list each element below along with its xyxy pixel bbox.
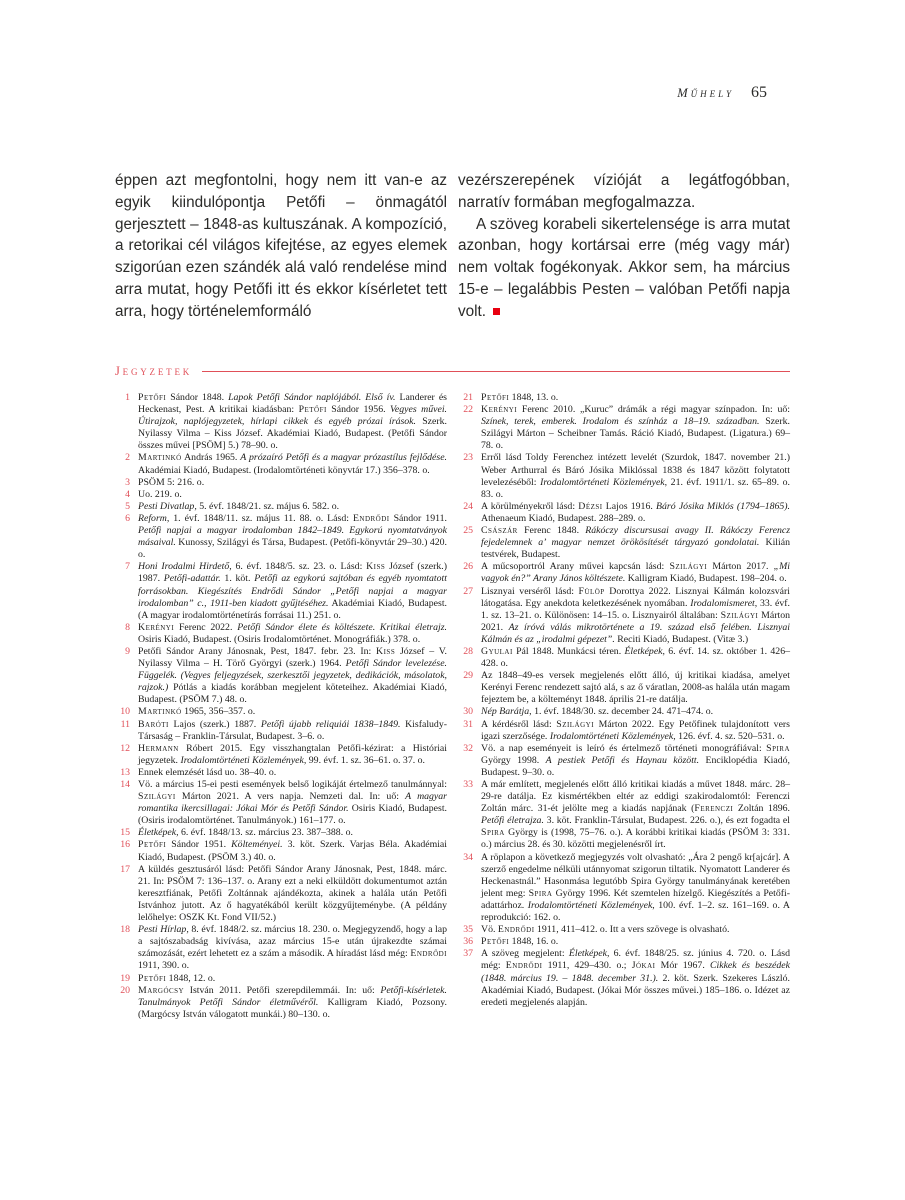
note-text: Nép Barátja, 1. évf. 1848/30. sz. december 24. 471–474. o.: [481, 706, 714, 718]
notes-columns: [115, 392, 790, 1021]
note-number: 10: [120, 706, 130, 718]
notes-heading: Jegyzetek: [115, 364, 193, 378]
note-text: Pesti Divatlap, 5. évf. 1848/21. sz. május 6. 582. o.: [138, 500, 340, 512]
note-item: [458, 936, 790, 948]
article-body: [115, 170, 790, 323]
note-number: 8: [125, 621, 130, 633]
note-number: 14: [120, 779, 130, 790]
note-number: 29: [463, 670, 473, 682]
note-text: Vö. a március 15-ei pesti események belső logikáját értelmező tanulmánnyal: Szilágyi Márton 2021. A vers napja. Nemzeti dal. In: uő: A magyar romantika ikercsillagai: Jókai Mór és Petőfi Sándor. Osiris Kiadó, Budapest. (Osiris irodalomtörténet. Tanulmányok.) 161–177. o.: [138, 779, 447, 827]
note-number: 7: [125, 561, 130, 573]
note-item: [458, 948, 790, 1008]
note-number: 1: [125, 392, 130, 403]
note-text: A körülményekről lásd: Dézsi Lajos 1916. Báró Jósika Miklós (1794–1865). Athenaeum Kiadó, Budapest. 288–289. o.: [481, 500, 790, 524]
note-number: 2: [125, 452, 130, 464]
note-item: [115, 743, 447, 767]
note-number: 22: [463, 404, 473, 416]
note-text: Pesti Hírlap, 8. évf. 1848/2. sz. március 18. 230. o. Megjegyzendő, hogy a lap a sajtószabadság kivívása, azaz március 15-e után újrakezdte számai számozását, ezért lehetett ez a szám a második. A híradást lásd még: Endrődi 1911, 390. o.: [138, 924, 447, 972]
note-text: Baróti Lajos (szerk.) 1887. Petőfi újabb reliquiái 1838–1849. Kisfaludy-Társaság – Franklin-Társulat, Budapest. 3–6. o.: [138, 718, 447, 742]
note-text: A szöveg megjelent: Életképek, 6. évf. 1848/25. sz. június 4. 720. o. Lásd még: Endrődi 1911, 429–430. o.; Jókai Mór 1967. Cikkek és beszédek (1848. március 19. – 1848. december 31.). 2. köt. Szerk. Szekeres László. Akadémiai Kiadó, Budapest. (Jókai Mór összes művei.) 185–186. o. Idézet az eredeti megjelenés alapján.: [481, 948, 790, 1008]
note-item: [115, 501, 447, 513]
note-text: Petőfi Sándor 1848. Lapok Petőfi Sándor naplójából. Első ív. Landerer és Heckenast, Pest. A kritikai kiadásban: Petőfi Sándor 1956. Vegyes művei. Útirajzok, naplójegyzetek, hírlapi cikkek és egyéb prózai írások. Szerk. Nyilassy Vilma – Kiss József. Akadémiai Kiadó, Budapest. (Petőfi Sándor összes művei [PSÖM] 5.) 78–90. o.: [138, 392, 447, 452]
note-number: 19: [120, 972, 130, 984]
note-text: Uo. 219. o.: [138, 488, 182, 500]
note-number: 24: [463, 500, 473, 512]
note-item: [458, 392, 790, 404]
page-number: 65: [751, 84, 767, 101]
note-item: [458, 706, 790, 718]
note-number: 3: [125, 476, 130, 488]
section-label: Műhely: [677, 86, 734, 100]
note-number: 35: [463, 924, 473, 936]
note-number: 31: [463, 718, 473, 730]
note-number: 6: [125, 512, 130, 524]
note-text: Hermann Róbert 2015. Egy visszhangtalan Petőfi-kézirat: a Históriai jegyzetek. Irodalomtörténeti Közlemények, 99. évf. 1. sz. 36–61. o. 37. o.: [138, 742, 447, 766]
note-item: [458, 719, 790, 743]
note-item: [458, 646, 790, 670]
article-column-left: [115, 170, 447, 323]
note-item: [115, 646, 447, 706]
article-column-right: [458, 170, 790, 323]
note-number: 9: [125, 645, 130, 657]
note-item: [458, 561, 790, 585]
note-number: 23: [463, 452, 473, 464]
note-item: [458, 670, 790, 706]
note-text: Petőfi Sándor 1951. Költeményei. 3. köt. Szerk. Varjas Béla. Akadémiai Kiadó, Budapest. (PSÖM 3.) 40. o.: [138, 839, 447, 863]
note-item: [458, 743, 790, 779]
note-item: [115, 622, 447, 646]
body-paragraph: A szöveg korabeli sikertelensége is arra mutat azonban, hogy kortársai erre (még vagy már) nem voltak fogékonyak. Akkor sem, ha március 15-e – legalábbis Pesten – valóban Petőfi napja volt.: [458, 215, 790, 320]
note-item: [115, 513, 447, 561]
note-number: 17: [120, 863, 130, 875]
note-text: PSÖM 5: 216. o.: [138, 476, 205, 488]
note-text: Margócsy István 2011. Petőfi szerepdilemmái. In: uő: Petőfi-kísérletek. Tanulmányok Petőfi Sándor életművéről. Kalligram Kiadó, Pozsony. (Margócsy István válogatott munkái.) 80–130. o.: [138, 984, 447, 1020]
note-number: 32: [463, 742, 473, 754]
note-number: 13: [120, 766, 130, 778]
note-number: 11: [120, 718, 130, 730]
note-text: Kerényi Ferenc 2022. Petőfi Sándor élete és költészete. Kritikai életrajz. Osiris Kiadó, Budapest. (Osiris Irodalomtörténet. Monográfiák.) 378. o.: [138, 621, 447, 645]
note-text: Reform, 1. évf. 1848/11. sz. május 11. 88. o. Lásd: Endrődi Sándor 1911. Petőfi napjai a magyar irodalomban 1842–1849. Egykorú nyomtatványok másaival. Kunossy, Szilágyi és Társa, Budapest. (Petőfi-könyvtár 29–30.) 420. o.: [138, 512, 447, 561]
note-number: 4: [125, 488, 130, 500]
note-text: Vö. Endrődi 1911, 411–412. o. Itt a vers szövege is olvasható.: [481, 924, 730, 936]
notes-column-left: [115, 392, 447, 1021]
note-item: [458, 404, 790, 452]
note-text: Petőfi 1848, 13. o.: [481, 392, 559, 403]
note-number: 20: [120, 984, 130, 996]
note-number: 36: [463, 936, 473, 948]
note-item: [115, 827, 447, 839]
note-text: Az 1848–49-es versek megjelenés előtt álló, új kritikai kiadása, amelyet Kerényi Ferenc rendezett sajtó alá, s az ő váratlan, 2008-as halála után magam fejeztem be, a költeményt 1848. április 21-re datálja.: [481, 670, 790, 706]
running-header: [677, 84, 767, 102]
note-number: 18: [120, 924, 130, 936]
note-text: A küldés gesztusáról lásd: Petőfi Sándor Arany Jánosnak, Pest, 1848. márc. 21. In: PSÖM 7: 136–137. o. Arany ezt a neki elküldött dokumentumot aztán keresztfiának, Petőfi Zoltánnak ajándékozta, akinek a halála után Petőfi Istvánhoz jutott. Az ő hagyatékából került közgyűjteménybe. (A példány lelőhelye: OSZK Kt. Fond VII/52.): [138, 863, 447, 924]
note-text: Lisznyai verséről lásd: Fülöp Dorottya 2022. Lisznyai Kálmán kolozsvári látogatása. Egy anekdota keletkezésének nyomában. Irodalomismeret, 33. évf. 1. sz. 13–21. o. Különösen: 14–15. o. Lisznyairól általában: Szilágyi Márton 2021. Az íróvá válás mikrotörténete a 19. század első felében. Lisznyai Kálmán és az „irodalmi gépezet”. Reciti Kiadó, Budapest. (Vitæ 3.): [481, 585, 791, 645]
note-item: [115, 706, 447, 718]
note-item: [115, 864, 447, 924]
note-item: [115, 985, 447, 1021]
note-item: [115, 973, 447, 985]
body-paragraph: vezérszerepének vízióját a legátfogóbban, narratív formában megfogalmazza.: [458, 172, 790, 211]
note-text: Honi Irodalmi Hirdető, 6. évf. 1848/5. sz. 23. o. Lásd: Kiss József (szerk.) 1987. Petőfi-adattár. 1. köt. Petőfi az egykorú sajtóban és egyéb nyomtatott forrásokban. Kiegészítés Endrődi Sándor „Petőfi napjai a magyar irodalomban” c., 1911-ben kiadott gyűjtéséhez. Akadémiai Kiadó, Budapest. (A magyar irodalomtörténetírás forrásai 11.) 251. o.: [138, 561, 448, 621]
note-text: Petőfi 1848, 12. o.: [138, 972, 216, 984]
note-item: [458, 779, 790, 852]
note-number: 30: [463, 706, 473, 718]
note-item: [115, 719, 447, 743]
note-number: 15: [120, 827, 130, 839]
note-number: 5: [125, 500, 130, 512]
note-number: 26: [463, 561, 473, 573]
note-text: Kerényi Ferenc 2010. „Kuruc” drámák a régi magyar színpadon. In: uő: Színek, terek, emberek. Irodalom és színház a 18–19. században. Szerk. Szilágyi Márton – Scheibner Tamás. Ráció Kiadó, Budapest. (Ligatura.) 69–78. o.: [481, 404, 790, 452]
note-number: 27: [463, 585, 473, 597]
note-text: Erről lásd Toldy Ferenchez intézett levelét (Szurdok, 1847. november 21.) Weber Arthurral és Báró Jósika Miklóssal 1838 és 1847 között folytatott levelezéséből: Irodalomtörténeti Közlemények, 21. évf. 1911/1. sz. 65–89. o. 83. o.: [481, 452, 790, 500]
note-text: Császár Ferenc 1848. Rákóczy discursusai avagy II. Rákóczy Ferencz fejedelemnek a’ magyar nemzet örökösítését tárgyazó gondolatai. Kilián testvérek, Budapest.: [481, 525, 791, 561]
notes-section: [115, 364, 790, 1021]
note-number: 28: [463, 645, 473, 657]
note-item: [115, 767, 447, 779]
note-item: [115, 477, 447, 489]
note-item: [115, 392, 447, 452]
note-text: Martinkó András 1965. A prózaíró Petőfi és a magyar prózastílus fejlődése. Akadémiai Kiadó, Budapest. (Irodalomtörténeti könyvtár 17.) 356–378. o.: [138, 452, 447, 476]
note-item: [458, 852, 790, 925]
note-number: 37: [463, 948, 473, 960]
note-item: [115, 489, 447, 501]
note-number: 33: [463, 779, 473, 790]
note-text: Martinkó 1965, 356–357. o.: [138, 706, 256, 718]
body-paragraph: éppen azt megfontolni, hogy nem itt van-e az egyik kiindulópontja Petőfi – önmagától gerjesztett – 1848-as kultuszának. A kompozíció, a retorikai cél világos kifejtése, az egyes elemek szigorúan ezen szándék alá való rendelése mind arra mutat, hogy Petőfi itt és ekkor kísérletet tett arra, hogy történelemformáló: [115, 172, 447, 320]
note-item: [458, 525, 790, 561]
notes-rule: [202, 371, 790, 372]
note-item: [115, 561, 447, 621]
note-text: Petőfi 1848, 16. o.: [481, 936, 559, 948]
notes-column-right: [458, 392, 790, 1021]
note-item: [458, 924, 790, 936]
note-text: Életképek, 6. évf. 1848/13. sz. március 23. 387–388. o.: [138, 827, 353, 839]
note-text: Vö. a nap eseményeit is leíró és értelmező történeti monográfiával: Spira György 1998. A pestiek Petőfi és Haynau között. Enciklopédia Kiadó, Budapest. 9–30. o.: [481, 742, 791, 778]
note-text: A röplapon a következő megjegyzés volt olvasható: „Ára 2 pengő kr[ajcár]. A szerző engedelme nélküli utánnyomat szigorun tiltatik. Nyomatott Landerer és Heckenastnál.” Hasonmása legutóbb Spira György tanulmányának keretében jelent meg: Spira György 1996. Két szemtelen hízelgő. Kiegészítés a Petőfi-adattárhoz. Irodalomtörténeti Közlemények, 100. évf. 1–2. sz. 161–169. o. A reprodukció: 162. o.: [481, 851, 790, 924]
note-item: [115, 924, 447, 972]
note-text: Petőfi Sándor Arany Jánosnak, Pest, 1847. febr. 23. In: Kiss József – V. Nyilassy Vilma – H. Törő Györgyi (szerk.) 1964. Petőfi Sándor levelezése. Függelék. (Vegyes feljegyzések, szerkesztői jegyzetek, dedikációk, másolatok, rajzok.) Pótlás a kiadás korábban megjelent köteteihez. Akadémiai Kiadó, Budapest. (PSÖM 7.) 48. o.: [138, 645, 447, 706]
note-text: Gyulai Pál 1848. Munkácsi téren. Életképek, 6. évf. 14. sz. október 1. 426–428. o.: [481, 645, 790, 670]
note-item: [458, 586, 790, 646]
note-item: [115, 779, 447, 827]
note-text: A műcsoportról Arany művei kapcsán lásd: Szilágyi Márton 2017. „Mi vagyok én?” Arany János költészete. Kalligram Kiadó, Budapest. 198–204. o.: [481, 561, 790, 585]
note-item: [458, 501, 790, 525]
note-number: 21: [463, 392, 473, 403]
note-number: 12: [120, 742, 130, 754]
note-number: 34: [463, 851, 473, 863]
note-item: [115, 452, 447, 476]
note-text: A már említett, megjelenés előtt álló kritikai kiadás a művet 1848. márc. 28–29-re datálja. Ez kismértékben eltér az eddigi szakirodalomtól: Ferenczi Zoltán márc. 31-ét jelölte meg a kiadás napjának (Ferenczi Zoltán 1896. Petőfi életrajza. 3. köt. Franklin-Társulat, Budapest. 226. o.), és ezt fogadta el Spira György is (1998, 75–76. o.). A korábbi kritikai kiadás (PSÖM 3: 331. o.) március 28. és 30. közötti megjelenésről írt.: [481, 779, 790, 851]
note-item: [458, 452, 790, 500]
note-text: Ennek elemzését lásd uo. 38–40. o.: [138, 766, 277, 778]
end-of-article-mark: [493, 308, 500, 315]
note-item: [115, 839, 447, 863]
note-number: 25: [463, 525, 473, 537]
note-text: A kérdésről lásd: Szilágyi Márton 2022. Egy Petőfinek tulajdonított vers igazi szerzősége. Irodalomtörténeti Közlemények, 126. évf. 4. sz. 520–531. o.: [481, 718, 790, 742]
notes-header-row: [115, 364, 790, 379]
note-number: 16: [120, 839, 130, 851]
